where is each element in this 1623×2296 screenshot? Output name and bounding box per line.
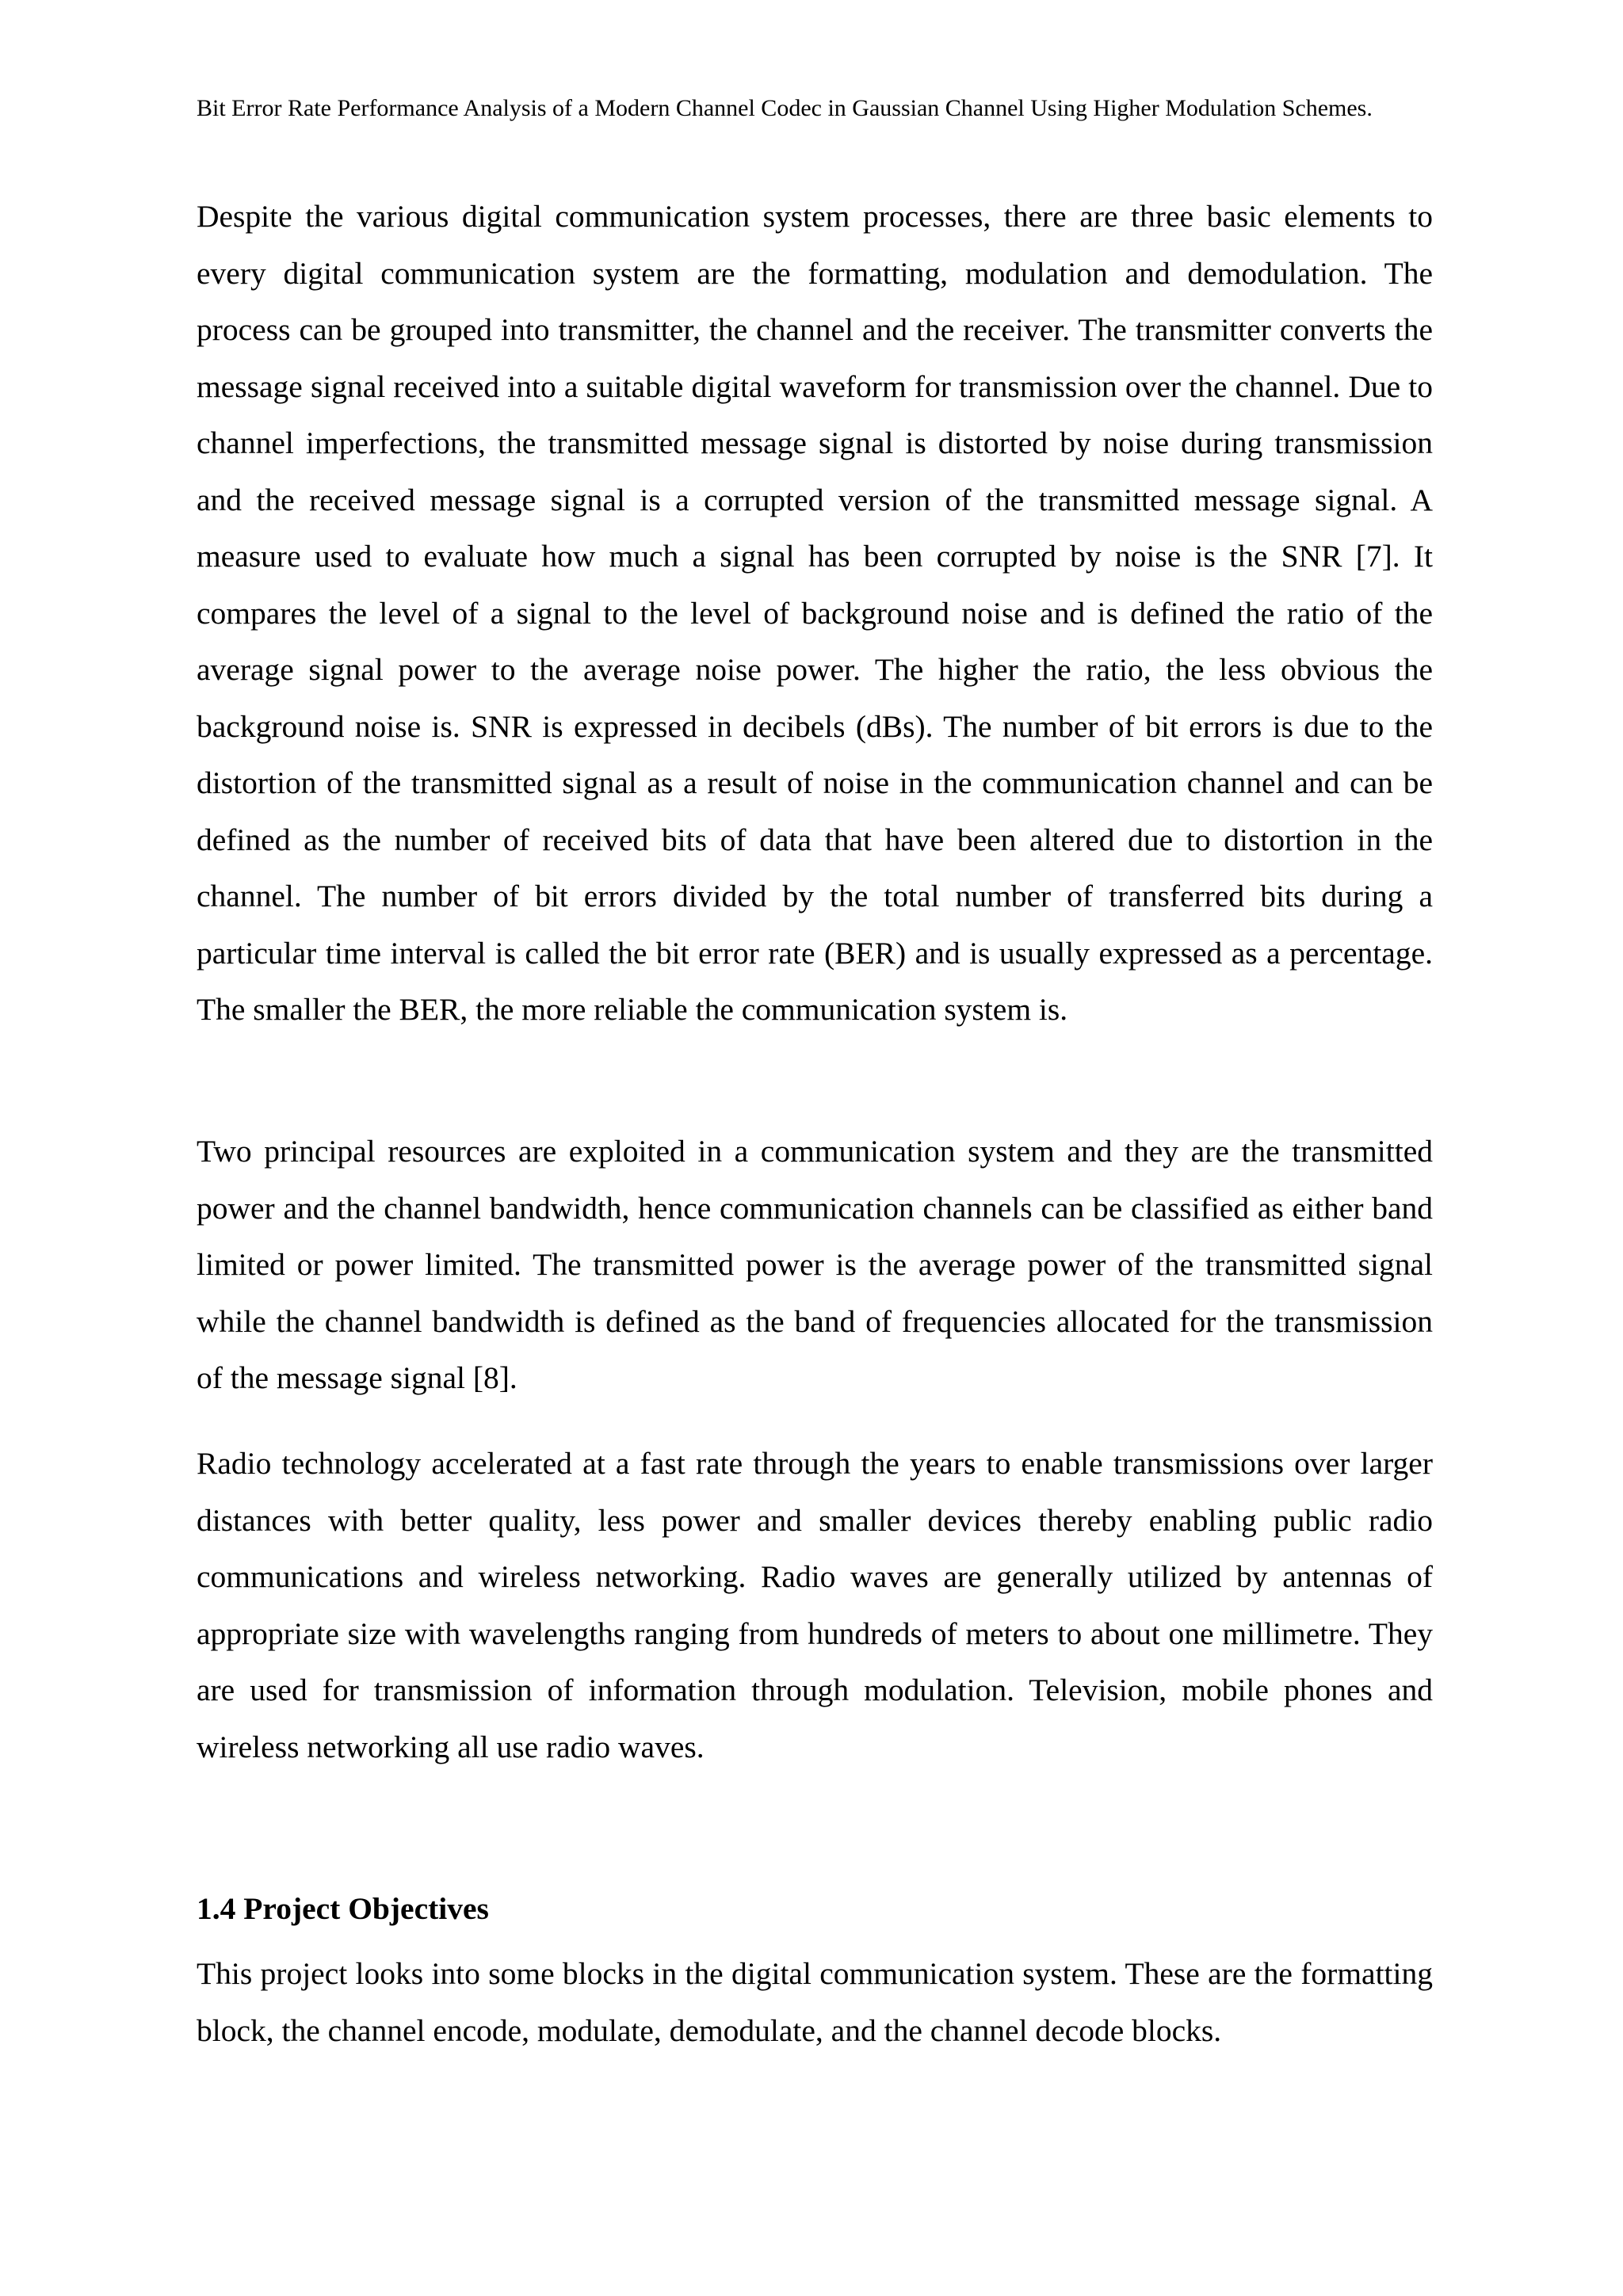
body-paragraph: Two principal resources are exploited in a communication system and they are the transmitted power and the channel bandwidth, hence communication channels can be classified as either band limited or power limited. The transmitted power is the average power of the transmitted signal while the channel bandwidth is defined as the band of frequencies allocated for the transmission of the message signal [8]. bbox=[197, 1134, 1433, 1395]
section-heading: 1.4 Project Objectives bbox=[197, 1891, 489, 1926]
body-paragraph: Radio technology accelerated at a fast rate through the years to enable transmissions over larger distances with better quality, less power and smaller devices thereby enabling public radio communications and wireless networking. Radio waves are generally utilized by antennas of appropriate size with wavelengths ranging from hundreds of meters to about one millimetre. They are used for transmission of information through modulation. Television, mobile phones and wireless networking all use radio waves. bbox=[197, 1446, 1433, 1764]
body-paragraph: Despite the various digital communication system processes, there are three basic elements to every digital communication system are the formatting, modulation and demodulation. The process can be grouped into transmitter, the channel and the receiver. The transmitter converts the message signal received into a suitable digital waveform for transmission over the channel. Due to channel imperfections, the transmitted message signal is distorted by noise during transmission and the received message signal is a corrupted version of the transmitted message signal. A measure used to evaluate how much a signal has been corrupted by noise is the SNR [7]. It compares the level of a signal to the level of background noise and is defined the ratio of the average signal power to the average noise power. The higher the ratio, the less obvious the background noise is. SNR is expressed in decibels (dBs). The number of bit errors is due to the distortion of the transmitted signal as a result of noise in the communication channel and can be defined as the number of received bits of data that have been altered due to distortion in the channel. The number of bit errors divided by the total number of transferred bits during a particular time interval is called the bit error rate (BER) and is usually expressed as a percentage. The smaller the BER, the more reliable the communication system is. bbox=[197, 199, 1433, 1027]
section-paragraph: This project looks into some blocks in the digital communication system. These are the formatting block, the channel encode, modulate, demodulate, and the channel decode blocks. bbox=[197, 1956, 1433, 2048]
running-header: Bit Error Rate Performance Analysis of a Modern Channel Codec in Gaussian Channel Using Higher Modulation Schemes. bbox=[197, 95, 1373, 121]
